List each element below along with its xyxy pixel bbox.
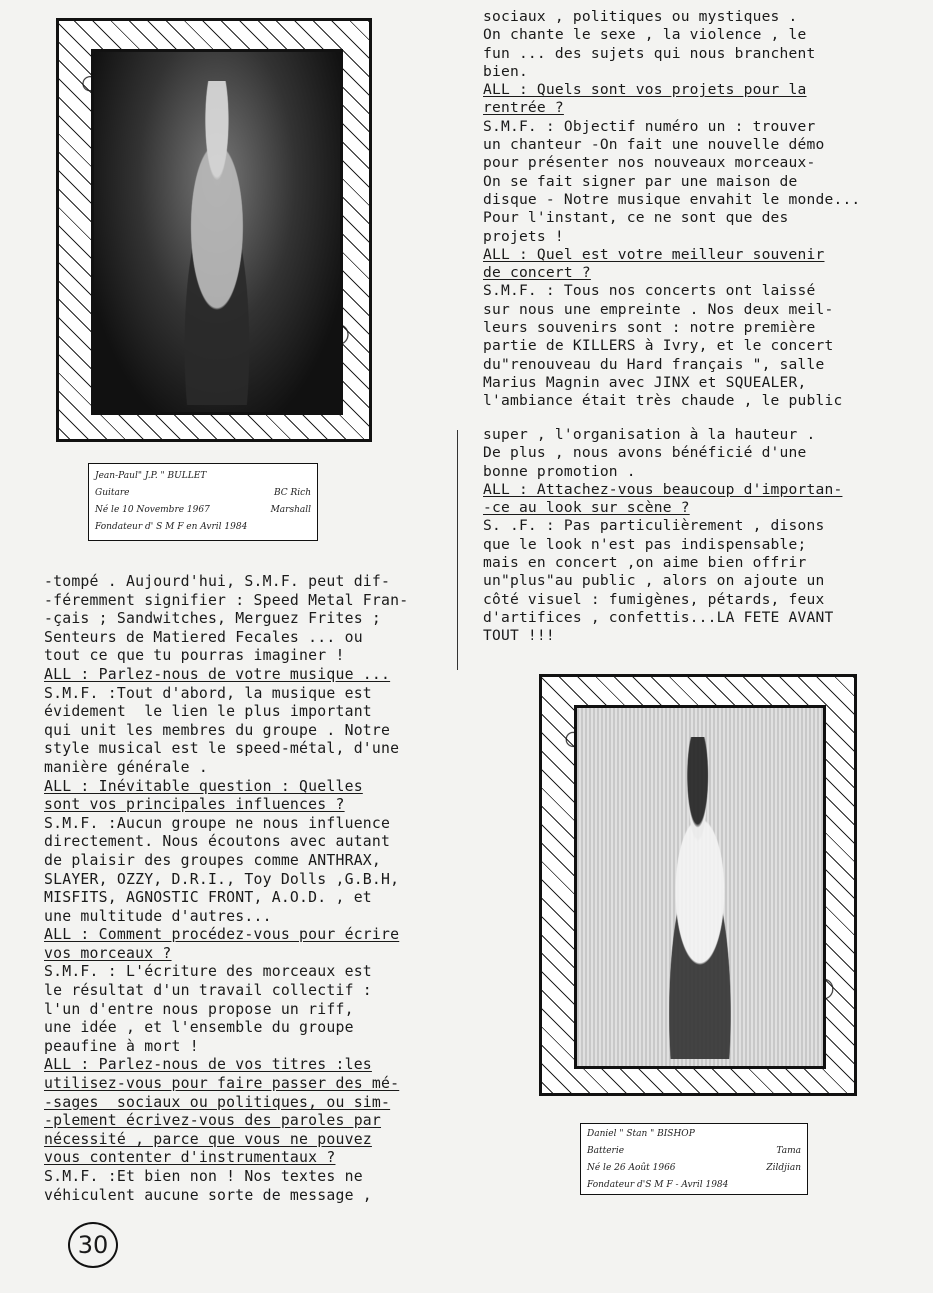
photo-drummer-image [574,705,826,1069]
caption-drummer: Daniel " Stan " BISHOP Batterie Tama Né le 26 Août 1966 Zildjian Fondateur d'S M F - Avril 1984 [580,1123,808,1195]
question-titles: ALL : Parlez-nous de vos titres :les [44,1056,372,1074]
caption-guitarist: Jean-Paul" J.P. " BULLET Guitare BC Rich Né le 10 Novembre 1967 Marshall Fondateur d' S M F en Avril 1984 [88,463,318,541]
right-column-middle: super , l'organisation à la hauteur . De plus , nous avons bénéficié d'une bonne promotion . ALL : Attachez-vous beaucoup d'importan- -ce au look sur scène ? S. .F. : Pas particulièrement , disons que le look n'est pas indispensable; mais en concert ,on aime bien offrir un"plus"au public , alors on ajoute un côté visuel : fumigènes, pétards, feux d'artifices , confettis...LA FETE AVANT TOUT !!! [483,426,843,645]
left-column: -tompé . Aujourd'hui, S.M.F. peut dif- -féremment signifier : Speed Metal Fran- -çais ; Sandwitches, Merguez Frites ; Senteurs de Matiered Fecales ... ou tout ce que tu pourras imaginer ! ALL : Parlez-nous de votre musique ... S.M.F. :Tout d'abord, la musique est évidement le lien le plus important qui unit les membres du groupe . Notre style musical est le speed-métal, d'une manière générale . ALL : Inévitable question : Quelles sont vos principales influences ? S.M.F. :Aucun groupe ne nous influence directement. Nous écoutons avec autant de plaisir des groupes comme ANTHRAX, SLAYER, OZZY, D.R.I., Toy Dolls ,G.B.H, MISFITS, AGNOSTIC FRONT, A.O.D. , et une multitude d'autres... ALL : Comment procédez-vous pour écrire vos morceaux ? S.M.F. : L'écriture des morceaux est le résultat d'un travail collectif : l'un d'entre nous propose un riff, une idée , et l'ensemble du groupe peaufine à mort ! ALL : Parlez-nous de vos titres :les utilisez-vous pour faire passer des mé- -sages sociaux ou politiques, ou sim- -plement écrivez-vous des paroles par nécessité , parce que vous ne pouvez vous contenter d'instrumentaux ? S.M.F. :Et bien non ! Nos textes ne véhiculent aucune sorte de message , [44,573,409,1204]
photo-guitarist [56,18,372,442]
question-music: ALL : Parlez-nous de votre musique ... [44,665,391,683]
question-influences: ALL : Inévitable question : Quelles [44,777,363,795]
caption-name: Daniel " Stan " BISHOP [587,1129,695,1139]
right-column-top: sociaux , politiques ou mystiques . On chante le sexe , la violence , le fun ... des sujets qui nous branchent bien. ALL : Quels sont vos projets pour la rentrée ? S.M.F. : Objectif numéro un : trouver un chanteur -On fait une nouvelle démo pour présenter nos nouveaux morceaux- On se fait signer par une maison de disque - Notre musique envahit le monde... Pour l'instant, ce ne sont que des projets ! ALL : Quel est votre meilleur souvenir de concert ? S.M.F. : Tous nos concerts ont laissé sur nous une empreinte . Nos deux meil- leurs souvenirs sont : notre première partie de KILLERS à Ivry, et le concert du"renouveau du Hard français ", salle Marius Magnin avec JINX et SQUEALER, l'ambiance était très chaude , le public [483,8,861,410]
photo-guitarist-image [91,49,343,415]
caption-name: Jean-Paul" J.P. " BULLET [95,471,207,481]
question-writing: ALL : Comment procédez-vous pour écrire [44,926,400,944]
question-concert: ALL : Quel est votre meilleur souvenir [483,245,825,263]
photo-drummer [539,674,857,1096]
question-look: ALL : Attachez-vous beaucoup d'importan- [483,480,843,498]
question-projects: ALL : Quels sont vos projets pour la [483,81,807,99]
page-number: 30 [68,1222,118,1268]
column-divider [457,430,458,670]
